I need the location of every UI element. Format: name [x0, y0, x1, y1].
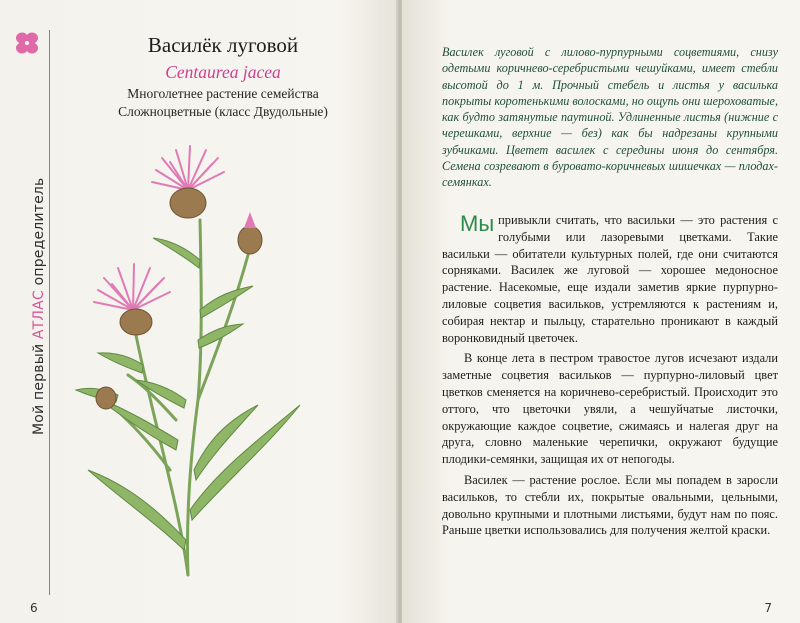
paragraph-3: Василек — растение рослое. Если мы попадем в заросли васильков, то стебли их, покрытые овальными, цельными, довольно крупными и плотными листьями, будут нам по пояс. Раньше цветки использовались для получения желтой краски.	[442, 472, 778, 538]
flower-head-left	[94, 264, 170, 335]
subtitle-line-2: Сложноцветные (класс Двудольные)	[118, 104, 328, 119]
left-page	[0, 0, 398, 623]
knapweed-plant-illustration	[58, 140, 328, 580]
series-vertical-line	[49, 30, 50, 595]
drop-cap: Мы	[460, 211, 495, 236]
series-side-strip	[0, 0, 50, 623]
paragraph-1-text: привыкли считать, что васильки — это растения с голубыми или лазоревыми цветками. Такие васильки — обитатели культурных полей, где они считаются сорняками. Василек же луговой — хорошее медоносное растение. Насекомые, еще издали заметив яркие пурпурно-лиловые соцветия васильков, устремляются к растениям и, собирая нектар и пыльцу, старательно проникают в каждый воронковидный цветочек.	[442, 213, 778, 345]
series-title-highlight: АТЛАС	[31, 290, 47, 340]
flower-head-top	[152, 146, 224, 218]
series-title	[31, 60, 47, 435]
series-title-part2: определитель	[31, 177, 47, 291]
bud-right	[238, 226, 262, 254]
paragraph-2: В конце лета в пестром травостое лугов исчезают издали заметные соцветия васильков — пурпурно-лиловый цвет цветков сменяется на коричнево-серебристый. Происходит это оттого, что цветочки увяли, а чешуйчатые листочки, окружающие каждое соцветие, сжимаясь и налегая друг на друга, словно маленькие черепички, окружают будущие плодики-семянки, защищая их от непогоды.	[442, 351, 778, 467]
page-title: Василёк луговой	[147, 33, 299, 57]
intro-paragraph: Василек луговой с лилово-пурпурными соцветиями, снизу одетыми коричнево-серебристыми чешуйками, имеет стебли высотой до 1 м. Прочный стебель и листья у василька покрыты коротенькими волосками, но ощупь они шероховатые, как будто затянутые паутиной. Удлиненные листья (нижние с черешками, верхние — без) как бы надрезаны крупными зубчиками. Цветет василек с середины июня до сентября. Семена созревают в буровато-коричневых шишечках — плодах-семянках.	[442, 45, 778, 190]
subtitle-line-1: Многолетнее растение семейства	[127, 86, 319, 101]
right-page	[402, 0, 800, 623]
page-number-right: 7	[764, 601, 772, 615]
latin-name: Centaurea jacea	[165, 62, 281, 82]
page-number-left: 6	[30, 601, 38, 615]
body-text	[442, 212, 778, 543]
paragraph-1	[442, 212, 778, 346]
bud-lower-left	[96, 387, 116, 409]
clover-icon	[14, 30, 40, 56]
series-title-part1: Мой первый	[31, 339, 47, 435]
